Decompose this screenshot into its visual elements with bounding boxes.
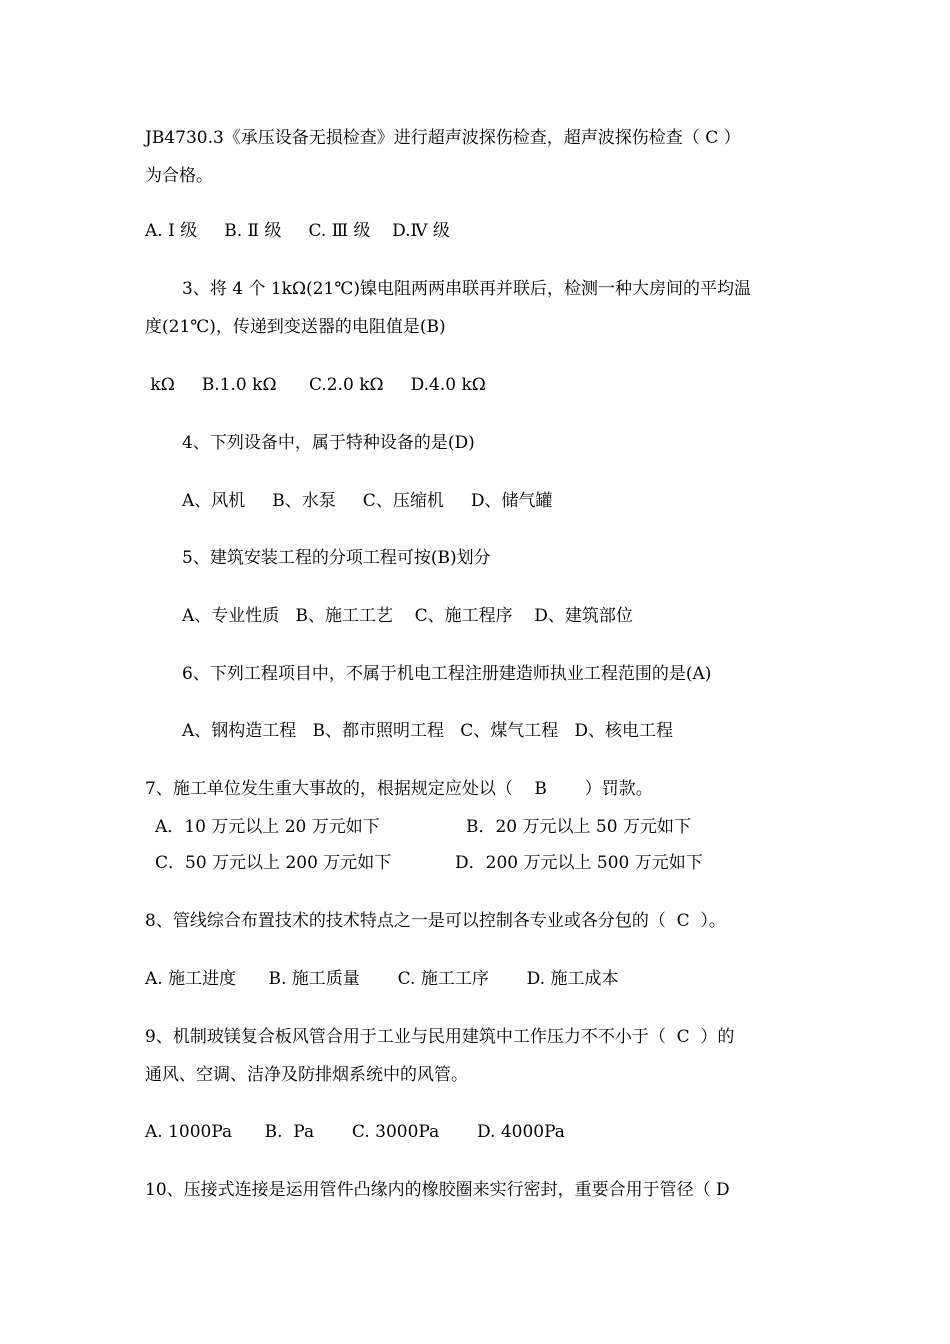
question-4-options: A、风机 B、水泵 C、压缩机 D、储气罐	[182, 491, 553, 511]
question-3-options: kΩ B.1.0 kΩ C.2.0 kΩ D.4.0 kΩ	[145, 375, 486, 395]
question-9-options: A. 1000Pa B. Pa C. 3000Pa D. 4000Pa	[145, 1122, 565, 1142]
question-4-stem: 4、下列设备中，属于特种设备的是(D)	[182, 433, 475, 453]
question-8-options: A. 施工进度 B. 施工质量 C. 施工工序 D. 施工成本	[145, 969, 619, 989]
question-8-stem: 8、管线综合布置技术的技术特点之一是可以控制各专业或各分包的（ C ）。	[145, 911, 726, 931]
question-3-stem-line-2: 度(21℃)，传递到变送器的电阻值是(B)	[145, 317, 446, 337]
question-9-stem-line-2: 通风、空调、洁净及防排烟系统中的风管。	[145, 1065, 468, 1085]
question-6-options: A、钢构造工程 B、都市照明工程 C、煤气工程 D、核电工程	[182, 721, 674, 741]
question-2-stem-line-2: 为合格。	[145, 166, 213, 186]
question-5-stem: 5、建筑安装工程的分项工程可按(B)划分	[182, 548, 491, 568]
question-5-options: A、专业性质 B、施工工艺 C、施工程序 D、建筑部位	[182, 606, 633, 626]
question-7-stem: 7、施工单位发生重大事故的，根据规定应处以（ B ）罚款。	[145, 779, 653, 799]
question-2-options: A. Ⅰ 级 B. Ⅱ 级 C. Ⅲ 级 D.Ⅳ 级	[145, 221, 450, 241]
question-3-stem-line-1: 3、将 4 个 1kΩ(21℃)镍电阻两两串联再并联后，检测一种大房间的平均温	[182, 279, 751, 299]
question-7-option-c: C．50 万元以上 200 万元如下	[155, 853, 392, 873]
question-2-stem-line-1: JB4730.3《承压设备无损检查》进行超声波探伤检查，超声波探伤检查（ C ）	[145, 128, 741, 148]
question-7-option-b: B．20 万元以上 50 万元如下	[466, 817, 691, 837]
question-7-option-d: D．200 万元以上 500 万元如下	[455, 853, 703, 873]
question-6-stem: 6、下列工程项目中，不属于机电工程注册建造师执业工程范围的是(A)	[182, 664, 712, 684]
question-7-option-a: A．10 万元以上 20 万元如下	[155, 817, 380, 837]
question-9-stem-line-1: 9、机制玻镁复合板风管合用于工业与民用建筑中工作压力不不小于（ C ）的	[145, 1027, 735, 1047]
question-10-stem: 10、压接式连接是运用管件凸缘内的橡胶圈来实行密封，重要合用于管径（ D	[145, 1180, 730, 1200]
